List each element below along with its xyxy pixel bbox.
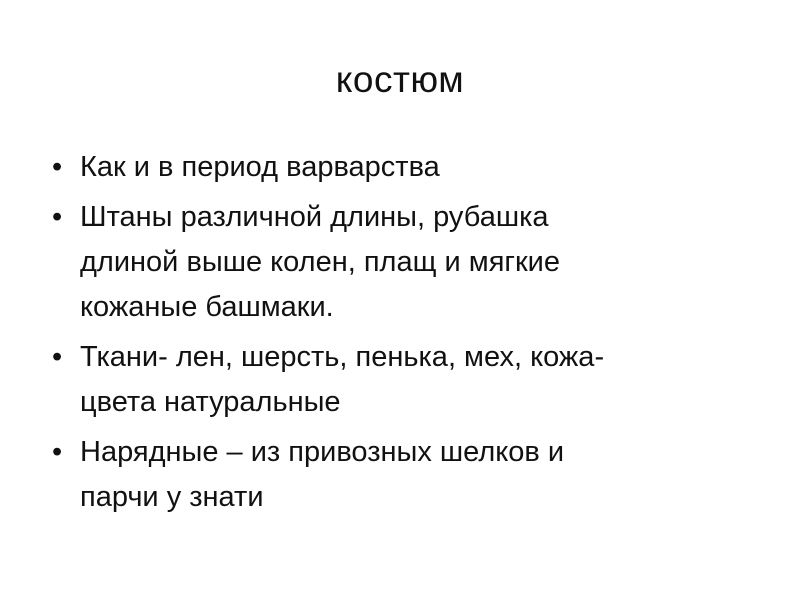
bullet-marker: • bbox=[52, 151, 63, 183]
bullet-text-line: парчи у знати bbox=[80, 481, 264, 513]
bullet-marker: • bbox=[52, 436, 63, 468]
bullet-text-line: Нарядные – из привозных шелков и bbox=[80, 436, 565, 468]
bullet-item bbox=[52, 145, 752, 190]
bullet-text-line: кожаные башмаки. bbox=[80, 291, 334, 323]
bullet-text-line: Как и в период варварства bbox=[80, 151, 440, 183]
bullet-text-line: длиной выше колен, плащ и мягкие bbox=[80, 246, 560, 278]
bullet-item bbox=[52, 430, 752, 520]
bullet-text-line: Штаны различной длины, рубашка bbox=[80, 201, 549, 233]
bullet-marker: • bbox=[52, 341, 63, 373]
bullet-text-line: цвета натуральные bbox=[80, 386, 341, 418]
slide-title: костюм bbox=[335, 59, 465, 100]
bullet-list bbox=[52, 145, 752, 525]
bullet-text-line: Ткани- лен, шерсть, пенька, мех, кожа- bbox=[80, 341, 605, 373]
bullet-item bbox=[52, 195, 752, 330]
bullet-item bbox=[52, 335, 752, 425]
bullet-marker: • bbox=[52, 201, 63, 233]
